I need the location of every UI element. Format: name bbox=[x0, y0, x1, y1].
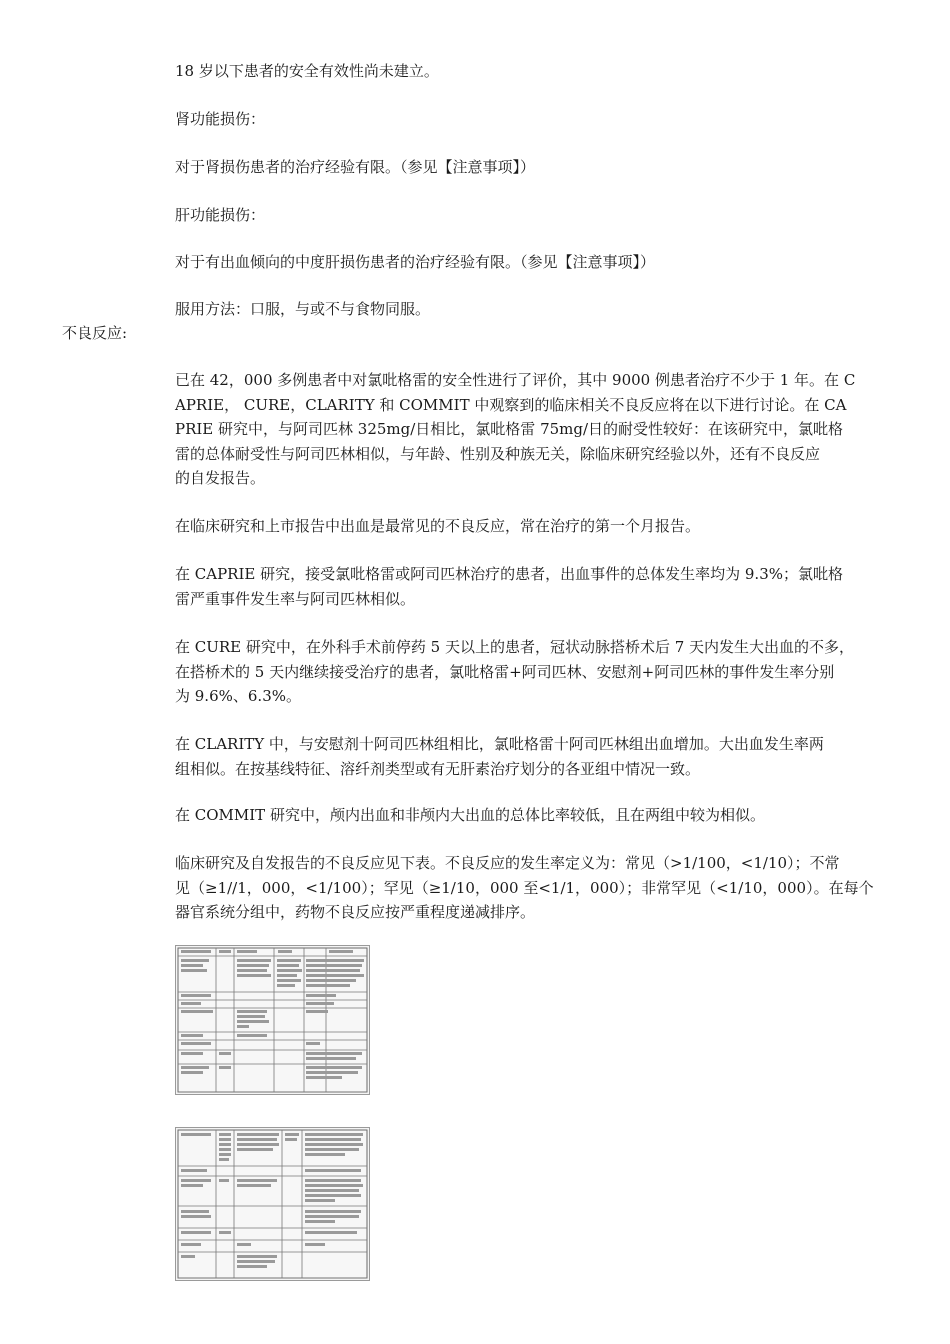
text-line: 为 9.6%、6.3%。 bbox=[175, 687, 301, 705]
text-line: 雷的总体耐受性与阿司匹林相似，与年龄、性别及种族无关，除临床研究经验以外，还有不良反应 bbox=[175, 444, 821, 463]
paragraph-caprie bbox=[175, 562, 895, 611]
renal-impairment-text: 对于肾损伤患者的治疗经验有限。（参见【注意事项】） bbox=[175, 158, 536, 176]
paragraph-clarity bbox=[175, 732, 895, 781]
paragraph-commit bbox=[175, 803, 895, 828]
text-line: 在 COMMIT 研究中，颅内出血和非颅内大出血的总体比率较低，且在两组中较为相似。 bbox=[175, 806, 765, 824]
paragraph-safety-evaluation bbox=[175, 368, 895, 491]
paragraph-frequency-definition bbox=[175, 851, 895, 925]
adverse-reactions-table-image-1 bbox=[175, 945, 370, 1095]
text-line: 的自发报告。 bbox=[175, 469, 266, 487]
age-safety-line: 18 岁以下患者的安全有效性尚未建立。 bbox=[175, 62, 439, 80]
text-line: 在 CURE 研究中，在外科手术前停药 5 天以上的患者，冠状动脉搭桥术后 7 天内发生大出血的不多， bbox=[175, 638, 855, 656]
administration-line: 服用方法：口服，与或不与食物同服。 bbox=[175, 300, 431, 318]
text-line: 见（≥1//1，000，<1/100）；罕见（≥1/10，000 至<1/1，000）；非常罕见（<1/10，000）。在每个 bbox=[175, 878, 874, 897]
text-line: 在临床研究和上市报告中出血是最常见的不良反应，常在治疗的第一个月报告。 bbox=[175, 517, 701, 535]
text-line: 器官系统分组中，药物不良反应按严重程度递减排序。 bbox=[175, 903, 536, 921]
scanned-table-graphic bbox=[176, 946, 369, 1094]
paragraph-bleeding-common bbox=[175, 514, 895, 539]
adverse-reactions-table-image-2 bbox=[175, 1127, 370, 1281]
text-line: 雷严重事件发生率与阿司匹林相似。 bbox=[175, 589, 416, 608]
text-line: APRIE， CURE，CLARITY 和 COMMIT 中观察到的临床相关不良反应将在以下进行讨论。在 CA bbox=[175, 395, 847, 414]
scanned-table-graphic bbox=[176, 1128, 369, 1280]
adverse-reactions-heading: 不良反应: bbox=[62, 324, 128, 342]
text-line: PRIE 研究中，与阿司匹林 325mg/日相比，氯吡格雷 75mg/日的耐受性较好：在该研究中，氯吡格 bbox=[175, 420, 844, 438]
hepatic-impairment-heading: 肝功能损伤： bbox=[175, 206, 266, 224]
text-line: 已在 42，000 多例患者中对氯吡格雷的安全性进行了评价，其中 9000 例患者治疗不少于 1 年。在 C bbox=[175, 371, 856, 389]
text-line: 在 CAPRIE 研究，接受氯吡格雷或阿司匹林治疗的患者，出血事件的总体发生率均为 9.3%；氯吡格 bbox=[175, 565, 843, 583]
renal-impairment-heading: 肾功能损伤： bbox=[175, 110, 266, 128]
text-line: 组相似。在按基线特征、溶纤剂类型或有无肝素治疗划分的各亚组中情况一致。 bbox=[175, 759, 701, 778]
text-line: 在搭桥术的 5 天内继续接受治疗的患者，氯吡格雷+阿司匹林、安慰剂+阿司匹林的事件发生率分别 bbox=[175, 662, 835, 681]
text-line: 临床研究及自发报告的不良反应见下表。不良反应的发生率定义为：常见（>1/100，<1/10）；不常 bbox=[175, 854, 840, 872]
text-line: 在 CLARITY 中，与安慰剂十阿司匹林组相比，氯吡格雷十阿司匹林组出血增加。大出血发生率两 bbox=[175, 735, 824, 753]
hepatic-impairment-text: 对于有出血倾向的中度肝损伤患者的治疗经验有限。（参见【注意事项】） bbox=[175, 253, 656, 271]
paragraph-cure bbox=[175, 635, 895, 709]
